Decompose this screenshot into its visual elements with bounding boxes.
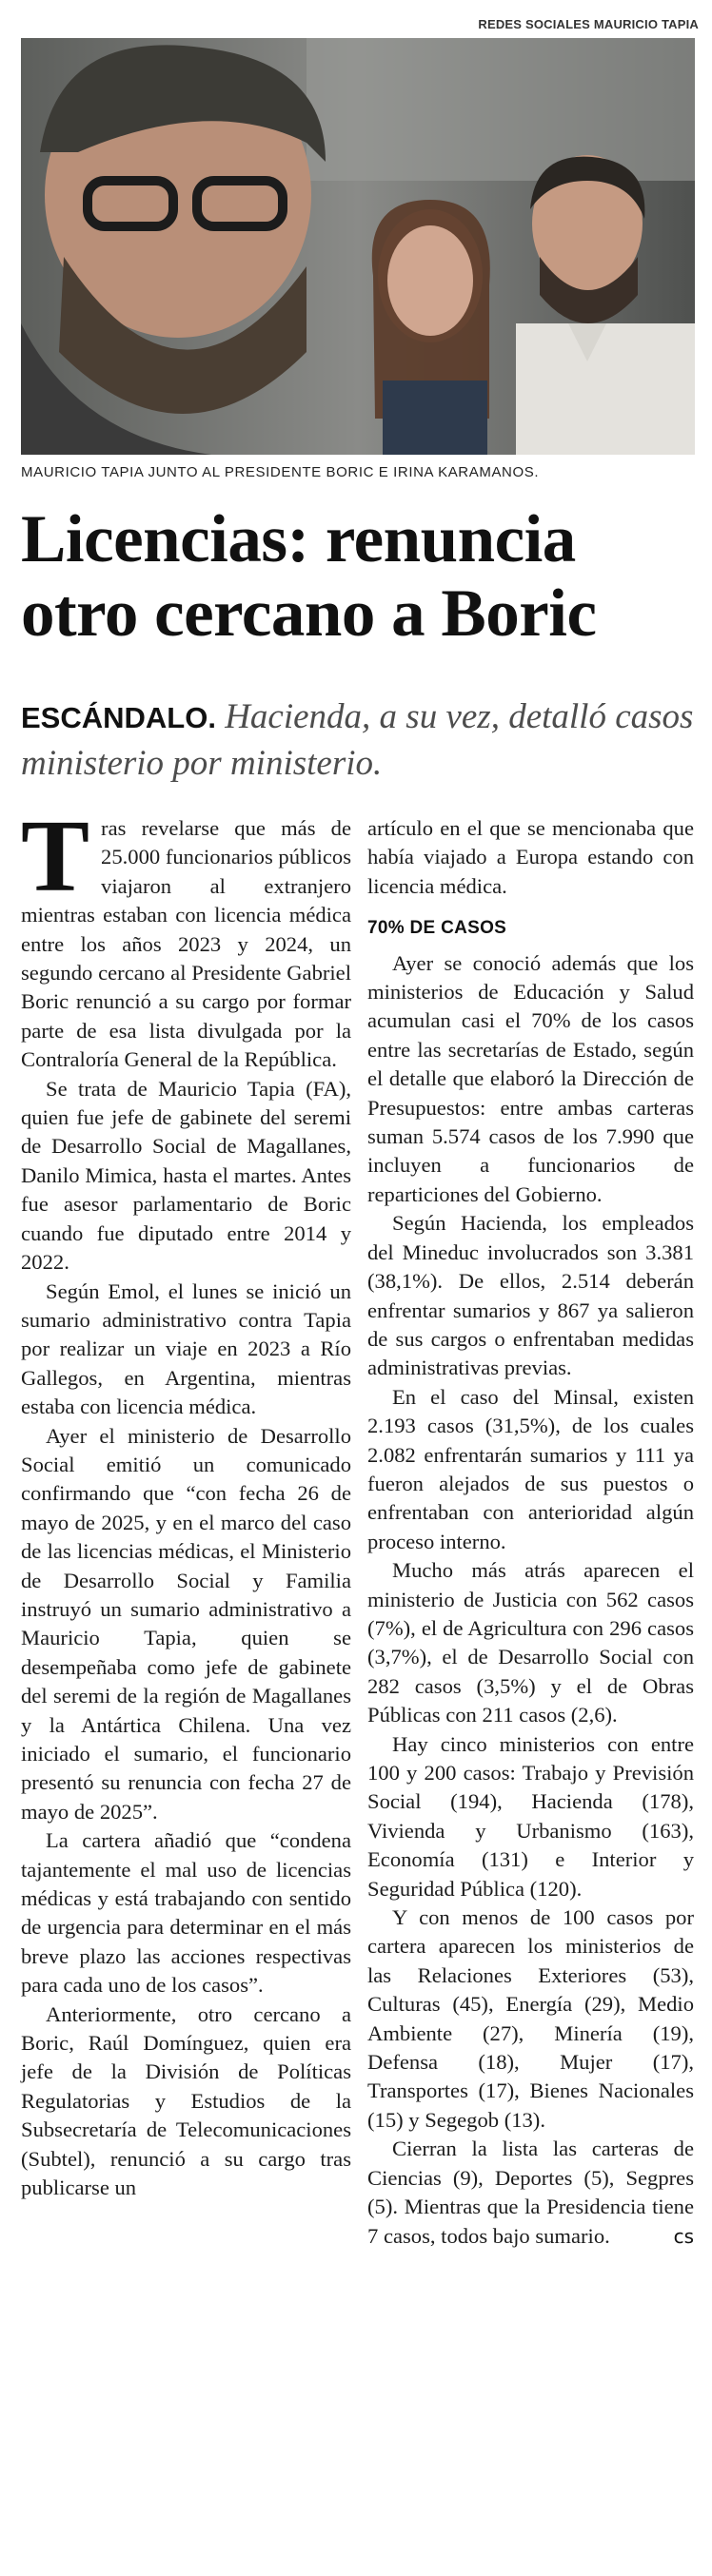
photo-credit: REDES SOCIALES MAURICIO TAPIA <box>478 17 699 31</box>
headline: Licencias: renuncia otro cercano a Boric <box>21 502 597 651</box>
paragraph: Ayer el ministerio de Desarrollo Social emitió un comunicado confirmando que “con fecha 26 de mayo de 2025, y en el marco del caso de las licencias médicas, el Ministerio de Desarrollo Social y Familia instruyó un sumario administrativo a Mauricio Tapia, quien se desempeñaba como jefe de gabinete del seremi de la región de Magallanes y la Antártica Chilena. Una vez iniciado el sumario, el funcionario presentó su renuncia con fecha 27 de mayo de 2025”. <box>21 1423 351 1824</box>
article-column-left <box>21 800 351 2203</box>
paragraph: En el caso del Minsal, existen 2.193 casos (31,5%), de los cuales 2.082 enfrentarán sumarios y 111 ya fueron alejados de sus puestos o enfrentaban con anterioridad algún proceso interno. <box>367 1384 694 1553</box>
paragraph: Mucho más atrás aparecen el ministerio de Justicia con 562 casos (7%), el de Agricultura con 296 casos (3,7%), el de Desarrollo Social con 282 casos (3,5%) y el de Obras Públicas con 211 casos (2,6). <box>367 1558 694 1727</box>
deck <box>21 694 695 787</box>
article-photo <box>21 38 695 455</box>
paragraph-continued: artículo en el que se mencionaba que había viajado a Europa estando con licencia médica. <box>367 816 694 898</box>
photo-illustration <box>21 38 695 455</box>
drop-cap: T <box>21 800 90 913</box>
section-subhead: 70% DE CASOS <box>367 918 507 939</box>
paragraph: Hay cinco ministerios con entre 100 y 200 casos: Trabajo y Previsión Social (194), Hacienda (178), Vivienda y Urbanismo (163), Economía (131) e Interior y Seguridad Pública (120). <box>367 1731 694 1901</box>
lead-paragraph <box>21 800 351 1075</box>
final-text: Cierran la lista las carteras de Ciencias (9), Deportes (5), Segpres (5). Mientras que la Presidencia tiene 7 casos, todos bajo sumario. <box>367 2137 694 2248</box>
photo-caption: MAURICIO TAPIA JUNTO AL PRESIDENTE BORIC E IRINA KARAMANOS. <box>21 464 540 480</box>
paragraph: Se trata de Mauricio Tapia (FA), quien fue jefe de gabinete del seremi de Desarrollo Social de Magallanes, Danilo Mimica, hasta el martes. Antes fue asesor parlamentario de Boric cuando fue diputado entre 2014 y 2022. <box>21 1076 351 1275</box>
paragraph: Según Hacienda, los empleados del Mineduc involucrados son 3.381 (38,1%). De ellos, 2.514 deberán enfrentar sumarios y 867 ya salieron de sus cargos o enfrentaban medidas administrativas previas. <box>367 1211 694 1380</box>
paragraph: Y con menos de 100 casos por cartera aparecen los ministerios de las Relaciones Exteriores (53), Culturas (45), Energía (29), Medio Ambiente (27), Minería (19), Defensa (18), Mujer (17), Transportes (17), Bienes Nacionales (15) y Segegob (13). <box>367 1905 694 2132</box>
lead-text: ras revelarse que más de 25.000 funcionarios públicos viajaron al extranjero mientras estaban con licencia médica entre los años 2023 y 2024, un segundo cercano al Presidente Gabriel Boric renunció a su cargo por formar parte de esa lista divulgada por la Contraloría General de la República. <box>21 816 351 1072</box>
paragraph: Ayer se conoció además que los ministerios de Educación y Salud acumulan casi el 70% de los casos entre las secretarías de Estado, según el detalle que elaboró la Dirección de Presupuestos: entre ambas carteras suman 5.574 casos de los 7.990 que incluyen a funcionarios de reparticiones del Gobierno. <box>367 950 694 1206</box>
paragraph: Según Emol, el lunes se inició un sumario administrativo contra Tapia por realizar un viaje en 2023 a Río Gallegos, en Argentina, mientras estaba con licencia médica. <box>21 1278 351 1419</box>
end-mark-icon: cs <box>673 2224 694 2248</box>
deck-kicker: ESCÁNDALO. <box>21 701 216 734</box>
paragraph-final <box>367 2135 694 2251</box>
article-column-right <box>367 814 694 2251</box>
deck-text: Hacienda, a su vez, detalló casos ministerio por ministerio. <box>21 697 694 783</box>
paragraph: La cartera añadió que “condena tajantemente el mal uso de licencias médicas y está trabajando con sentido de urgencia para determinar en el más breve plazo las acciones respectivas para cada uno de los casos”. <box>21 1828 351 1998</box>
paragraph: Anteriormente, otro cercano a Boric, Raúl Domínguez, quien era jefe de la División de Políticas Regulatorias y Estudios de la Subsecretaría de Telecomunicaciones (Subtel), renunció a su cargo tras publicarse un <box>21 2001 351 2200</box>
